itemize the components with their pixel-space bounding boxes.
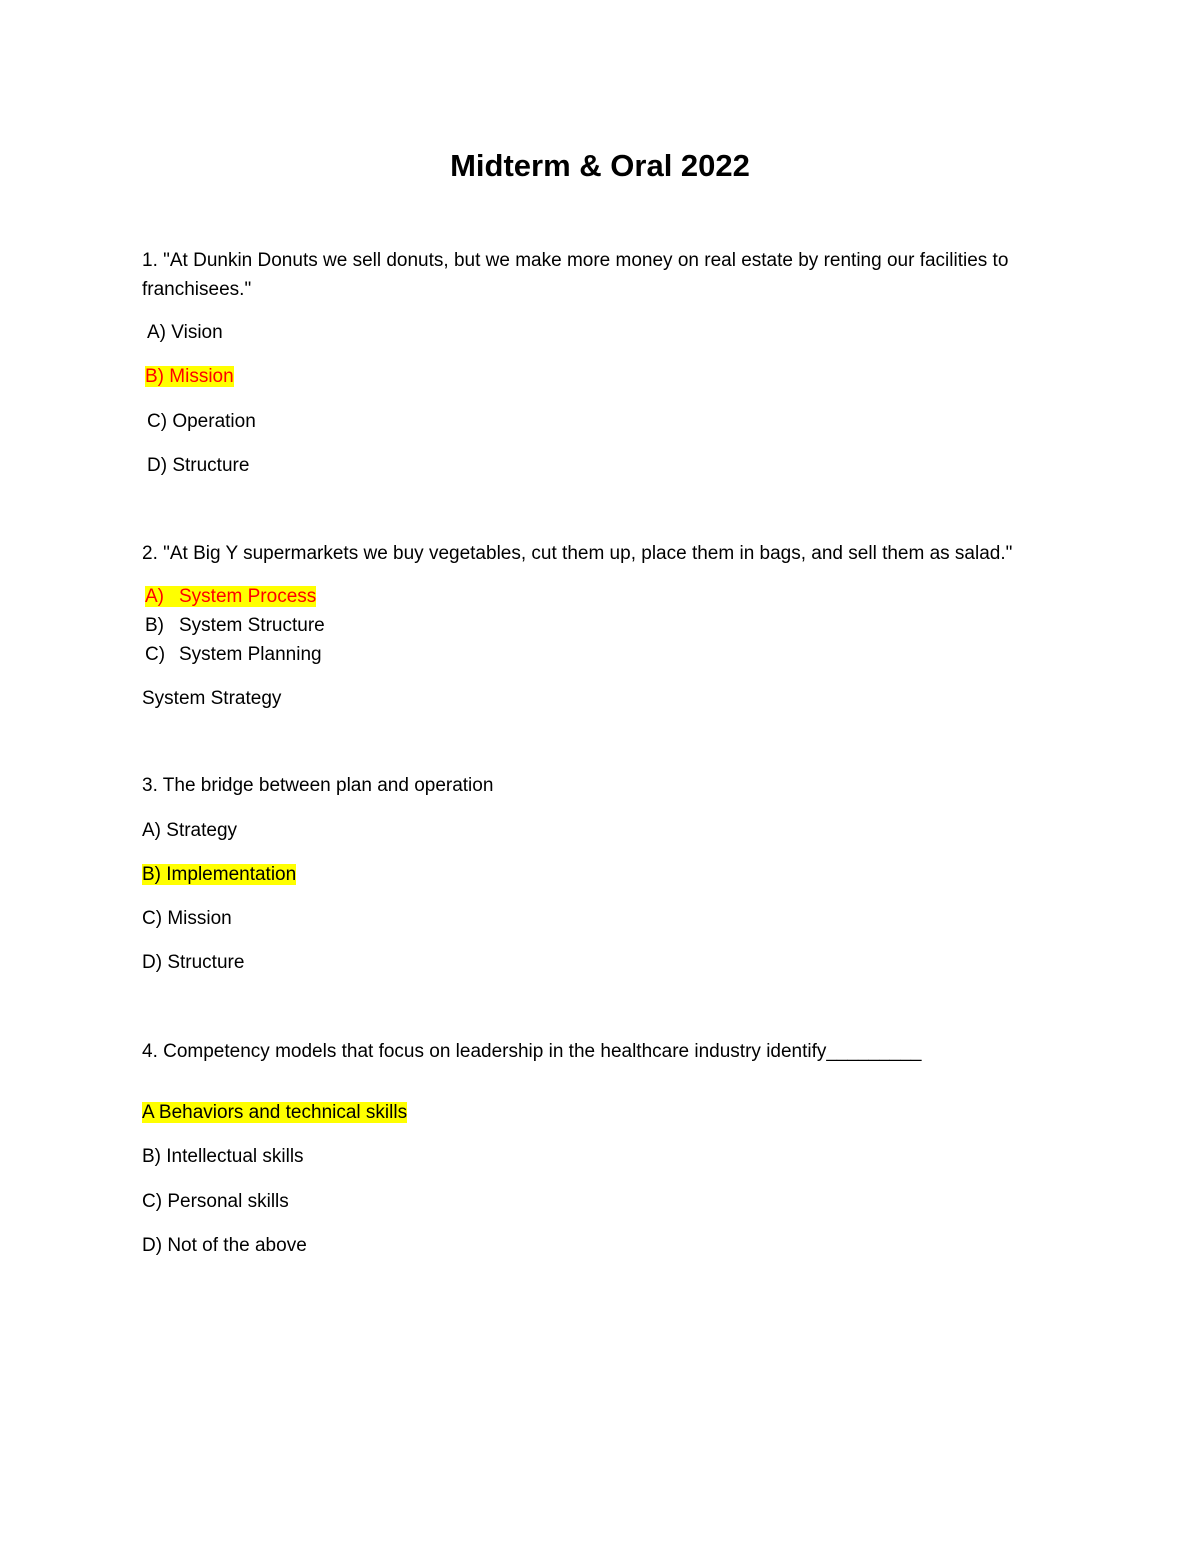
question-3-option-c: C) Mission (142, 908, 232, 929)
option-label: System Structure (179, 615, 325, 636)
question-3-option-b-answer (142, 863, 296, 887)
question-4-option-a-answer (142, 1101, 407, 1125)
option-marker: B) (145, 615, 164, 636)
question-4-option-d: D) Not of the above (142, 1235, 307, 1256)
answer-highlight: B) Implementation (142, 864, 297, 885)
option-marker: A) (145, 586, 164, 607)
question-1-option-d: D) Structure (147, 455, 250, 476)
option-marker: C) (145, 644, 166, 665)
question-2-option-b (145, 614, 325, 638)
option-label: System Planning (179, 644, 322, 665)
question-2-option-c (145, 643, 322, 667)
question-3-text: 3. The bridge between plan and operation (142, 775, 494, 796)
answer-highlight: B) Mission (145, 366, 234, 387)
question-3-option-d: D) Structure (142, 952, 245, 973)
question-1-option-a: A) Vision (147, 322, 223, 343)
question-4-option-b: B) Intellectual skills (142, 1146, 304, 1167)
question-1-text-line-1: 1. "At Dunkin Donuts we sell donuts, but we make more money on real estate by renting our facilities to (142, 250, 1009, 271)
page-title: Midterm & Oral 2022 (450, 148, 750, 183)
answer-highlight: A Behaviors and technical skills (142, 1102, 408, 1123)
question-2-extra-option: System Strategy (142, 688, 282, 709)
question-4-option-c: C) Personal skills (142, 1191, 289, 1212)
question-1-option-c: C) Operation (147, 411, 256, 432)
option-label: System Process (179, 586, 317, 607)
question-1-option-b-answer (145, 365, 234, 389)
answer-highlight (145, 586, 316, 607)
question-3-option-a: A) Strategy (142, 820, 238, 841)
question-4-text: 4. Competency models that focus on leadership in the healthcare industry identify_________ (142, 1041, 922, 1062)
question-2-text: 2. "At Big Y supermarkets we buy vegetables, cut them up, place them in bags, and sell them as salad." (142, 543, 1013, 564)
question-2-option-a-answer (145, 585, 316, 609)
question-1-text-line-2: franchisees." (142, 279, 252, 300)
